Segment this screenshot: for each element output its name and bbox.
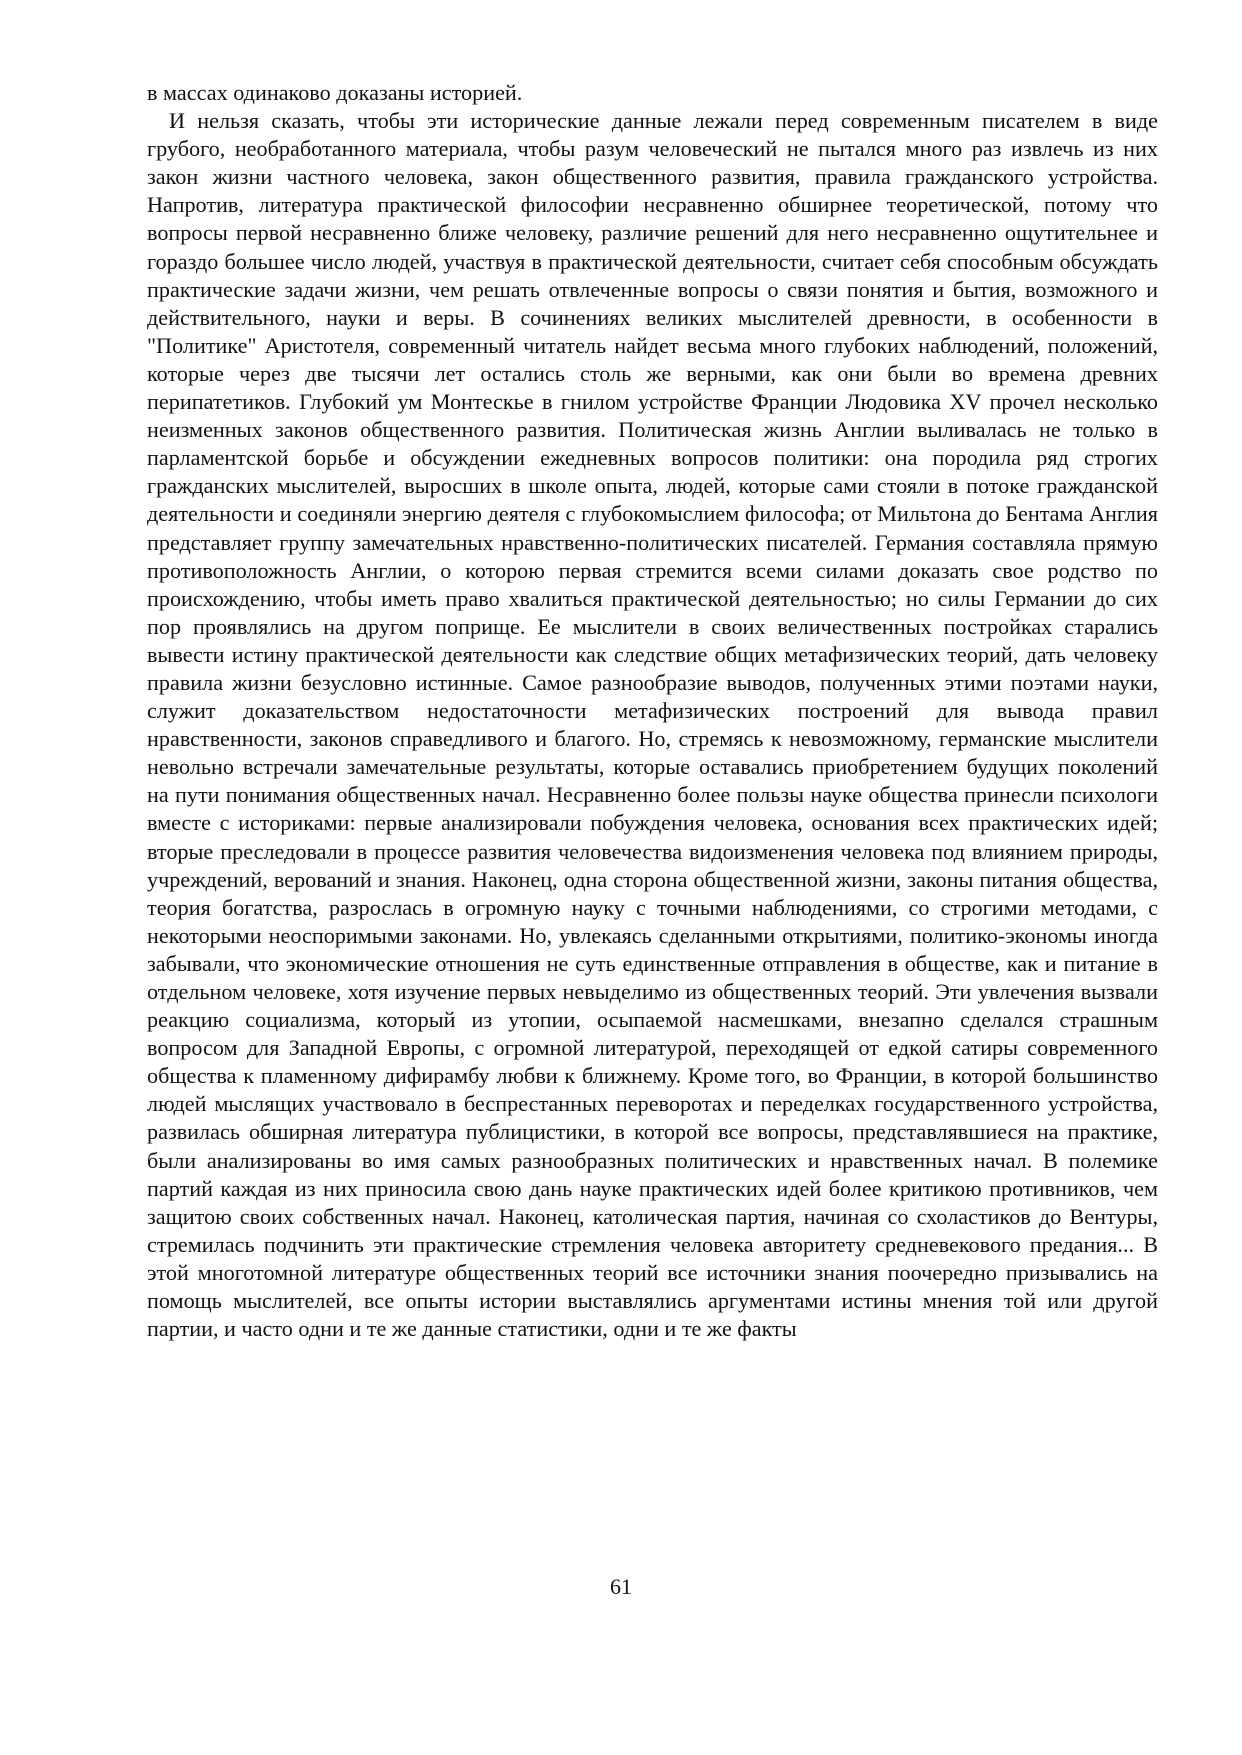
page-number: 61 — [610, 1574, 632, 1599]
body-text — [147, 79, 1158, 1343]
paragraph-main: И нельзя сказать, чтобы эти исторические данные лежали перед современным писателем в виде грубого, необработанного материала, чтобы разум человеческий не пытался много раз извлечь из них закон жизни частного человека, закон общественного развития, правила гражданского устройства. Напротив, литература практической философии несравненно обширнее теоретической, потому что вопросы первой несравненно ближе человеку, различие решений для него несравненно ощутительнее и гораздо большее число людей, участвуя в практической деятельности, считает себя способным обсуждать практические задачи жизни, чем решать отвлеченные вопросы о связи понятия и бытия, возможного и действительного, науки и веры. В сочинениях великих мыслителей древности, в особенности в "Политике" Аристотеля, современный читатель найдет весьма много глубоких наблюдений, положений, которые через две тысячи лет остались столь же верными, как они были во времена древних перипатетиков. Глубокий ум Монтескье в гнилом устройстве Франции Людовика XV прочел несколько неизменных законов общественного развития. Политическая жизнь Англии выливалась не только в парламентской борьбе и обсуждении ежедневных вопросов политики: она породила ряд строгих гражданских мыслителей, выросших в школе опыта, людей, которые сами стояли в потоке гражданской деятельности и соединяли энергию деятеля с глубокомыслием философа; от Мильтона до Бентама Англия представляет группу замечательных нравственно-политических писателей. Германия составляла прямую противоположность Англии, о которою первая стремится всеми силами доказать свое родство по происхождению, чтобы иметь право хвалиться практической деятельностью; но силы Германии до сих пор проявлялись на другом поприще. Ее мыслители в своих величественных постройках старались вывести истину практической деятельности как следствие общих метафизических теорий, дать человеку правила жизни безусловно истинные. Самое разнообразие выводов, полученных этими поэтами науки, служит доказательством недостаточности метафизических построений для вывода правил нравственности, законов справедливого и благого. Но, стремясь к невозможному, германские мыслители невольно встречали замечательные результаты, которые оставались приобретением будущих поколений на пути понимания общественных начал. Несравненно более пользы науке общества принесли психологи вместе с историками: первые анализировали побуждения человека, основания всех практических идей; вторые преследовали в процессе развития человечества видоизменения человека под влиянием природы, учреждений, верований и знания. Наконец, одна сторона общественной жизни, законы питания общества, теория богатства, разрослась в огромную науку с точными наблюдениями, со строгими методами, с некоторыми неоспоримыми законами. Но, увлекаясь сделанными открытиями, политико-экономы иногда забывали, что экономические отношения не суть единственные отправления в обществе, как и питание в отдельном человеке, хотя изучение первых невыделимо из общественных теорий. Эти увлечения вызвали реакцию социализма, который из утопии, осыпаемой насмешками, внезапно сделался страшным вопросом для Западной Европы, с огромной литературой, переходящей от едкой сатиры современного общества к пламенному дифирамбу любви к ближнему. Кроме того, во Франции, в которой большинство людей мыслящих участвовало в беспрестанных переворотах и переделках государственного устройства, развилась обширная литература публицистики, в которой все вопросы, представлявшиеся на практике, были анализированы во имя самых разнообразных политических и нравственных начал. В полемике партий каждая из них приносила свою дань науке практических идей более критикою противников, чем защитою своих собственных начал. Наконец, католическая партия, начиная со схоластиков до Вентуры, стремилась подчинить эти практические стремления человека авторитету средневекового предания... В этой многотомной литературе общественных теорий все источники знания поочередно призывались на помощь мыслителей, все опыты истории выставлялись аргументами истины мнения той или другой партии, и часто одни и те же данные статистики, одни и те же факты — [147, 108, 1158, 1342]
paragraph-continuation: в массах одинаково доказаны историей. — [147, 80, 523, 105]
